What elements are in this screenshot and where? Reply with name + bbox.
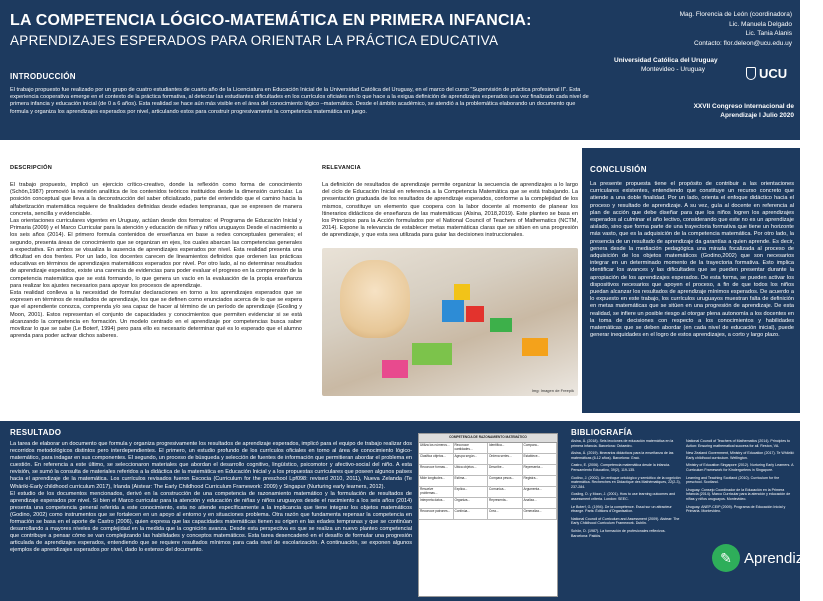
table-cell: Resuelve problemas... [419, 487, 454, 497]
bibliography-entry: Castro, E. (2006). Competencia matemática desde la infancia. Pensamiento Educativo, 39(2), 119-135. [571, 463, 671, 472]
bibliography-entry: National Council of Curriculum and Assessment (2009). Aistear: The Early Childhood Curriculum Framework. Dublin. [571, 516, 680, 526]
table-row [419, 487, 557, 498]
table-cell: Utiliza los números... [419, 443, 454, 453]
table-cell: Representa... [488, 498, 523, 508]
resultado-panel [0, 421, 823, 601]
table-cell: Interpreta datos... [419, 498, 454, 508]
table-cell: Clasifica objetos... [419, 454, 454, 464]
table-cell: Comunica... [488, 487, 523, 497]
pencil-icon: ✎ [712, 544, 740, 572]
resultado-heading: RESULTADO [10, 428, 62, 437]
poster-title: LA COMPETENCIA LÓGICO-MATEMÁTICA EN PRIMERA INFANCIA: [10, 12, 532, 29]
ucu-logo [746, 66, 787, 81]
contact-email[interactable]: Contacto: flor.deleon@ucu.edu.uy [693, 39, 792, 47]
relevancia-text: La definición de resultados de aprendizaje permite organizar la secuencia de aprendizajes a lo largo del ciclo de Educación Inicial en referencia a la Competencia Matemática que se está trabajando. La presentación graduada de los resultados de aprendizaje esperados, conforme a la complejidad de los mismos, constituye un elemento que coopera con la labor docente al momento de planear los Itinerarios didácticos de enseñanza de las matemáticas (Alsina, 2018,2019). Este planteo se basa en los Principios para la Acción formulados por el National Council of Teachers of Mathematics (NCTM, 2014). Expone la relevancia de establecer metas matemáticas claras que se sitúen en una progresión de aprendizaje, y que esta sea utilizada para guiar las decisiones instruccionales. [322, 182, 578, 239]
table-cell: Identifica... [488, 443, 523, 453]
resultado-text [10, 441, 412, 555]
toy-block [490, 318, 512, 332]
poster-subtitle: APRENDIZAJES ESPERADOS PARA ORIENTAR LA PRÁCTICA EDUCATIVA [10, 33, 499, 48]
table-cell: Analiza... [523, 498, 558, 508]
table-cell: Crea... [488, 509, 523, 519]
congress-info [664, 102, 794, 120]
descripcion-paragraph-3: Esta realidad conlleva a la necesidad de formular declaraciones en torno a los aprendizajes esperados que se expresen en términos de resultados de aprendizaje, los que se definen como enunciados acerca de lo que se espera que el aprendiente conozca, comprenda y/o sea capaz de hacer al término de un período de aprendizaje (Gosling y Moon, 2001). Estos representan el conjunto de capacidades y conocimientos que permiten evidenciar si se está alcanzando la competencia en formación. Un modelo centrado en el aprendizaje por competencias busca saber movilizar lo que se sabe (Le Boterf, 1994) pero para ello es necesario determinar qué es lo esperado que el alumno aprenda para poder activar dichos saberes. [10, 290, 302, 340]
photo-credit: Img: Imagen de Freepik [531, 388, 574, 393]
table-cell: Estima... [454, 476, 489, 486]
congress-line-2: Aprendizaje I Julio 2020 [720, 112, 794, 119]
congress-line-1: XXVII Congreso Internacional de [693, 103, 794, 110]
bibliography-entry: National Council of Teachers of Mathematics (2014). Principles to Action: Ensuring mathematical success for all. Reston, VA. [686, 439, 791, 448]
child-playing-photo [322, 248, 578, 396]
table-row [419, 443, 557, 454]
descripcion-paragraph-2: Las orientaciones curriculares vigentes en Uruguay, actúan desde dos formatos: el Programa de Educación Inicial y Primaria (2009) y el Marco Curricular para la atención y educación de niñas y niños uruguayos Desde el nacimiento a los seis años (2014). El primero formula contenidos de enseñanza en base a redes conceptuales generales; el segundo, presenta áreas de conocimiento que se organizan en ejes, los cuales abarcan las competencias generales a expectativa. En ambos se visualiza la ausencia de aprendizajes esperados por nivel. Esta realidad presenta una dificultad en dos frentes. Por un lado, los docentes carecen de lineamientos definidos que ordenen las prácticas educativas en términos de aprendizajes matemáticos esperados por nivel. Por otro lado, al no determinar resultados de aprendizaje esperados, existe una carencia de evidencias para poder evaluar el progreso en la comprensión de la competencia matemática que se está formando, lo que genera un vacío en la evaluación de la propia enseñanza para realizar los ajustes necesarios para apoyar los procesos de aprendizaje. [10, 218, 302, 289]
table-cell: Mide longitudes... [419, 476, 454, 486]
resultado-paragraph-2: El estudio de los documentos mencionados, derivó en la construcción de una competencia de razonamiento matemático y la formulación de resultados de aprendizaje esperados por nivel. Si bien el Marco curricular para la atención y educación de niñas y niños uruguayos desde el nacimiento a los seis años (2014) presenta una competencia general referida a este conocimiento, esta no atiende específicamente a la implicancia que tiene integrar los objetos matemáticos (Godino, 2002) como instrumentos que se fortalecen en un apoyo al entorno y en situaciones problema. Otra razón que fundamenta repensar la competencia en formación se basa en el aporte de Castro (2006), quien expresa que las capacidades matemáticas tienen su origen en las edades tempranas y que se continúan desarrollando a mayores niveles de complejidad en la medida que la cognición avanza. Desde esta perspectiva es que se realiza un nuevo planteo competencial que contribuye a pensar cómo se van complejizando las habilidades y conceptos matemáticos. Esta tarea desencadenó en el desafío de formular una progresión articulada de aprendizajes esperados, entendiendo que se requiere resultados mínimos para cada nivel de escolarización. A continuación, se exponen algunos ejemplos de aprendizajes esperados por nivel, dado lo extenso del documento. [10, 490, 412, 554]
ucu-logo-text: UCU [759, 66, 788, 81]
university-city: Montevideo - Uruguay [641, 66, 705, 73]
bibliography-entry: Gosling, D. y Moon, J. (2001). How to use learning outcomes and assessment criteria. London: SEEC. [571, 492, 676, 501]
author-3: Lic. Tania Alanis [745, 30, 792, 37]
bibliography-entry: Uruguay. Consejo Coordinador de la Educación en la Primera Infancia (2014). Marco Curricular para la atención y educación de niñas y niños uruguayos. Montevideo. [686, 487, 791, 501]
header [0, 0, 800, 140]
bibliography-entry: Alsina, Á. (2018). Seis lecciones de educación matemática en la primera infancia. Barcelona: Octaedro. [571, 439, 674, 448]
bibliography-entry: Godino, J. (2002). Un enfoque ontológico y semiótico de la cognición matemática. Recherches en Didactique des Mathématiques, 22(2-3), 237-284. [571, 475, 681, 489]
bibliography-entry: Learning and Teaching Scotland (2010). Curriculum for the preschool. Scotland. [686, 475, 780, 485]
table-cell: Agrupa según... [454, 454, 489, 464]
child-figure [340, 260, 410, 338]
bibliography-entry: Ministry of Education Singapore (2012). Nurturing Early Learners. A Curriculum Framework for Kindergartens in Singapore. [686, 463, 794, 472]
table-cell: Reconoce patrones... [419, 509, 454, 519]
ucu-shield-icon [746, 67, 756, 80]
toy-block [442, 300, 464, 322]
table-row [419, 498, 557, 509]
authors-block [614, 10, 792, 48]
bibliography-entry: Alsina, Á. (2019). Itinerarios didácticos para la enseñanza de las matemáticas (6-12 años). Barcelona: Graó. [571, 451, 674, 460]
table-cell: Generaliza... [523, 509, 558, 519]
relevancia-heading: RELEVANCIA [322, 165, 361, 171]
aprendizaje-logo [712, 538, 823, 578]
table-title: COMPETENCIA DE RAZONAMIENTO MATEMÁTICO [419, 434, 557, 443]
bibliography-entry: New Zealand Government, Ministry of Education (2017). Te Whāriki: Early childhood curriculum. Wellington. [686, 451, 795, 460]
table-cell: Continúa... [454, 509, 489, 519]
table-cell: Establece... [523, 454, 558, 464]
bibliografia-heading: BIBLIOGRAFÍA [571, 428, 633, 437]
bibliography-entry: Uruguay. ANEP-CEIP (2009). Programa de Educación Inicial y Primaria. Montevideo. [686, 504, 786, 514]
table-row [419, 476, 557, 487]
conclusion-heading: CONCLUSIÓN [590, 165, 647, 174]
table-cell: Organiza... [454, 498, 489, 508]
toy-block [382, 360, 408, 378]
toy-block [412, 343, 452, 365]
toy-block [466, 306, 484, 322]
university-block [614, 56, 732, 74]
bibliography-entry: Schön, D. (1987). La formación de profesionales reflexivos. Barcelona: Paidós. [571, 528, 666, 538]
conclusion-panel [582, 148, 800, 413]
table-cell: Compara... [523, 443, 558, 453]
author-1: Mag. Florencia de León (coordinadora) [679, 11, 792, 18]
bibliography-column-1 [571, 439, 681, 541]
table-cell: Reconoce cantidades... [454, 443, 489, 453]
descripcion-heading: DESCRIPCIÓN [10, 165, 53, 171]
toy-block [454, 284, 470, 300]
table-cell: Describe... [488, 465, 523, 475]
aprendizaje-logo-text: Aprendizaje [744, 549, 823, 567]
author-2: Lic. Manuela Delgado [729, 20, 792, 28]
table-cell: Explica... [454, 487, 489, 497]
bibliography-column-2 [686, 439, 796, 517]
table-row [419, 465, 557, 476]
resultado-paragraph-1: La tarea de elaborar un documento que formula y organiza progresivamente los resultados de aprendizaje esperados, implicó para el equipo de trabajo realizar dos recorridos metodológicos distintos pero interdependientes. El primero, un estudio profundo de los currículos oficiales en torno al área de conocimiento lógico-matemático, para indagar en sus componentes. El segundo, un proceso de búsqueda y selección de fuentes de información que permitieran abordar el problema en cuestión. En referencia a este último, se seleccionaron materiales que abordan el desarrollo cognitivo, lingüístico, psicomotor y afectivo-social del niño. A esta revisión, se sumó la consulta de materiales referidos a la didáctica de la matemática en Educación Inicial y a los propuestas curriculares que poseen algunos países hacia el aprendizaje de la matemática. Los currículos revisados fueron Escocia (Curriculum for the preschool Lpf098: revised 2010, 2011), Nueva Zelanda (Te Whāriki-Early childhood curriculum 2017), Irlanda (Aistear: The Early Childhood Curriculum Framework: 2009) y Singapur (Nurturing early learners, 2012). [10, 441, 412, 490]
table-row [419, 454, 557, 465]
table-cell: Ordena series... [488, 454, 523, 464]
descripcion-paragraph-1: El trabajo propuesto, implicó un ejercicio crítico-creativo, donde la reflexión como forma de conocimiento (Schön,1987) promovió la revisión analítica de los contenidos teóricos instituidos desde la dimensión curricular. La posición conceptual que lleva a la deconstrucción del saber oficializado, parte del entendido que el camino hacia la alfabetización matemática requiere de finalidades definidas desde edades tempranas, que se expresen de manera concreta, sencilla y evidenciable. [10, 182, 302, 217]
bibliography-entry: Le Boterf, G. (1994). De la compétence. Essai sur un attracteur étrange. Paris: Éditions d'Organisation. [571, 504, 672, 514]
table-cell: Compara pesos... [488, 476, 523, 486]
table-cell: Ubica objetos... [454, 465, 489, 475]
conclusion-text: La presente propuesta tiene el propósito de contribuir a las orientaciones curriculares existentes, entendiendo que constituye un recurso concreto que atiende a una doble finalidad. Por un lado, orienta el enfoque didáctico hacia el proceso y resultado de aprendizaje. A su vez, guía al docente en referencia al plan de acción que debe diseñar para que los niños logren los aprendizajes esperados al culminar el año lectivo, considerando que este no es un aprendizaje aislado, sino que forma parte de una trayectoria formativa que tiene un horizonte más vasto, que es la adquisición de la competencia matemática. Por otro lado, la presencia de un resultado de aprendizaje da garantías a quien aprende. Es decir, genera desde la mediación pedagógica una mirada focalizada al proceso de adquisición de los objetos matemáticos (Godino,2002) que son necesarios integrar en un determinado momento de la trayectoria formativa. Esto implica identificar los avances y las dificultades que se pueden presentar durante la apropiación de los aprendizajes esperados. De esta forma, se pueden activar los dispositivos necesarios que apoyen el proceso, a fin de que todos los niños puedan alcanzar los resultados de aprendizaje mínimos esperados. De acuerdo a lo expuesto en este trabajo, los currículos uruguayos muestran falta de definición en metas matemáticas que se sitúen en una progresión de aprendizaje. De esta realidad, se infiere un posible riesgo al otorgar plena autonomía a los docentes en la toma de decisiones con respecto a los conocimientos y habilidades matemáticas que se deben abordar (en cada nivel de educación inicial), puede generar inequidades en el logro de estos aprendizajes, a corto y largo plazo. [590, 181, 794, 339]
table-row [419, 509, 557, 520]
table-cell: Argumenta... [523, 487, 558, 497]
table-cell: Representa... [523, 465, 558, 475]
competencia-table [418, 433, 558, 597]
descripcion-text [10, 182, 302, 340]
university-name: Universidad Católica del Uruguay [614, 57, 718, 64]
intro-text: El trabajo propuesto fue realizado por un grupo de cuatro estudiantes de cuarto año de la Licenciatura en Educación Inicial de la Universidad Católica del Uruguay, en el marco del curso "Supervisión de práctica profesional II". Esta experiencia cooperativa emerge en el contexto de la práctica formativa, al detectar las estudiantes dificultades en los currículos oficiales en lo que hace a la exigua definición de aprendizajes esperados una vez finalizado cada nivel de primera infancia y educación inicial (de 0 a 6 años). Esta realidad se hace aún más visible en el área del conocimiento lógico –matemático. Desde el ámbito académico, se atendió a la problemática elaborando un documento que formula y organiza los aprendizajes esperados por nivel, articulando estos para construir progresivamente la competencia matemática en juego. [10, 87, 589, 115]
toy-block [522, 338, 548, 356]
intro-heading: INTRODUCCIÓN [10, 72, 76, 81]
table-cell: Registra... [523, 476, 558, 486]
table-cell: Reconoce formas... [419, 465, 454, 475]
table-body [419, 443, 557, 520]
